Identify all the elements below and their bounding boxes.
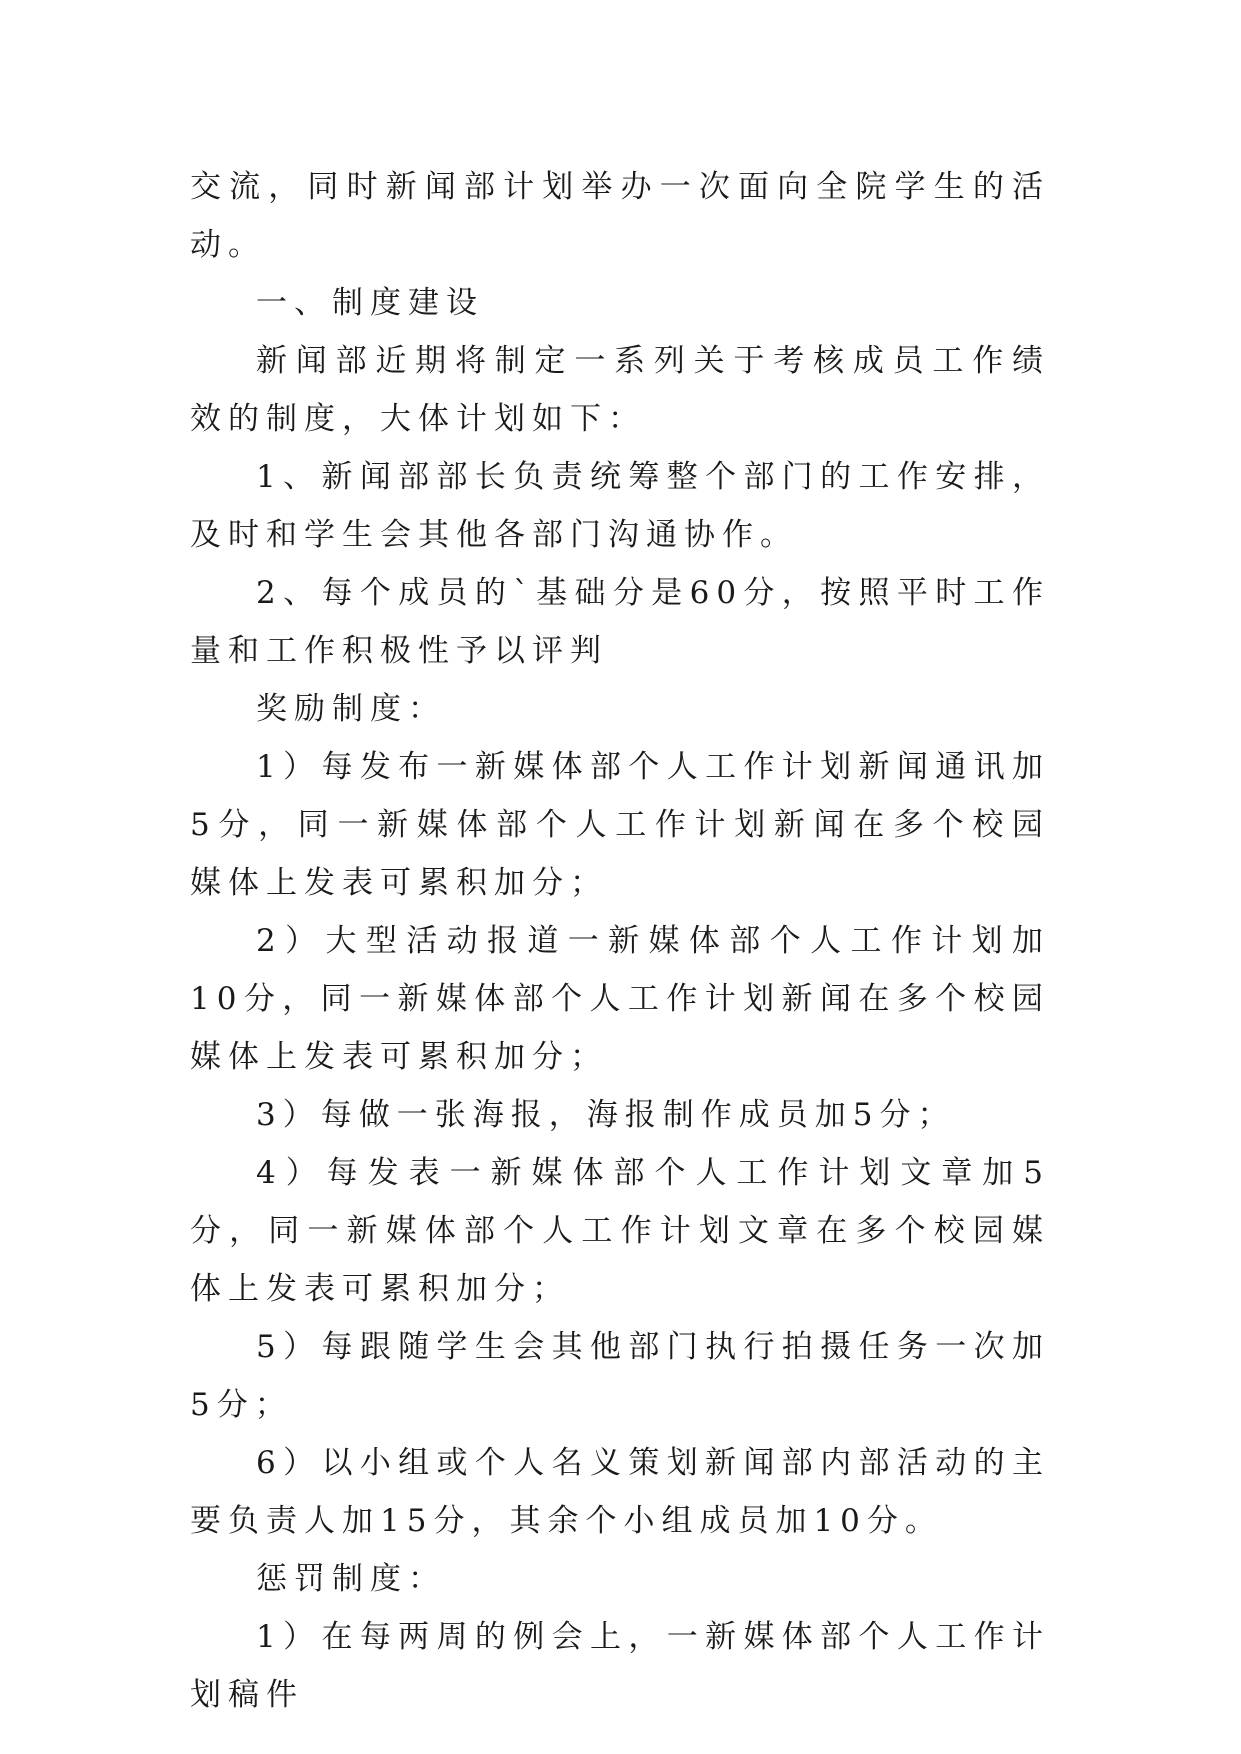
reward-item-1: 1）每发布一新媒体部个人工作计划新闻通讯加5分，同一新媒体部个人工作计划新闻在多个校园媒体上发表可累积加分； — [190, 749, 1050, 901]
section-heading-system-building: 一、制度建设 — [256, 285, 484, 321]
reward-item-6: 6）以小组或个人名义策划新闻部内部活动的主要负责人加15分，其余个小组成员加10分。 — [190, 1445, 1050, 1539]
reward-item-4: 4）每发表一新媒体部个人工作计划文章加5分，同一新媒体部个人工作计划文章在多个校园媒体上发表可累积加分； — [190, 1155, 1050, 1307]
penalty-heading: 惩罚制度： — [256, 1561, 446, 1597]
reward-heading: 奖励制度： — [256, 691, 446, 727]
list-item-2: 2、每个成员的`基础分是60分，按照平时工作量和工作积极性予以评判 — [190, 575, 1050, 669]
list-item-1: 1、新闻部部长负责统筹整个部门的工作安排，及时和学生会其他各部门沟通协作。 — [190, 459, 1050, 553]
paragraph-intro: 新闻部近期将制定一系列关于考核成员工作绩效的制度，大体计划如下： — [190, 343, 1050, 437]
reward-item-3: 3）每做一张海报，海报制作成员加5分； — [256, 1097, 956, 1133]
paragraph-continuation: 交流，同时新闻部计划举办一次面向全院学生的活动。 — [190, 169, 1050, 263]
penalty-item-1: 1）在每两周的例会上，一新媒体部个人工作计划稿件 — [190, 1619, 1050, 1713]
document-body — [190, 158, 1050, 1724]
reward-item-5: 5）每跟随学生会其他部门执行拍摄任务一次加5分； — [190, 1329, 1050, 1423]
reward-item-2: 2）大型活动报道一新媒体部个人工作计划加10分，同一新媒体部个人工作计划新闻在多个校园媒体上发表可累积加分； — [190, 923, 1050, 1075]
